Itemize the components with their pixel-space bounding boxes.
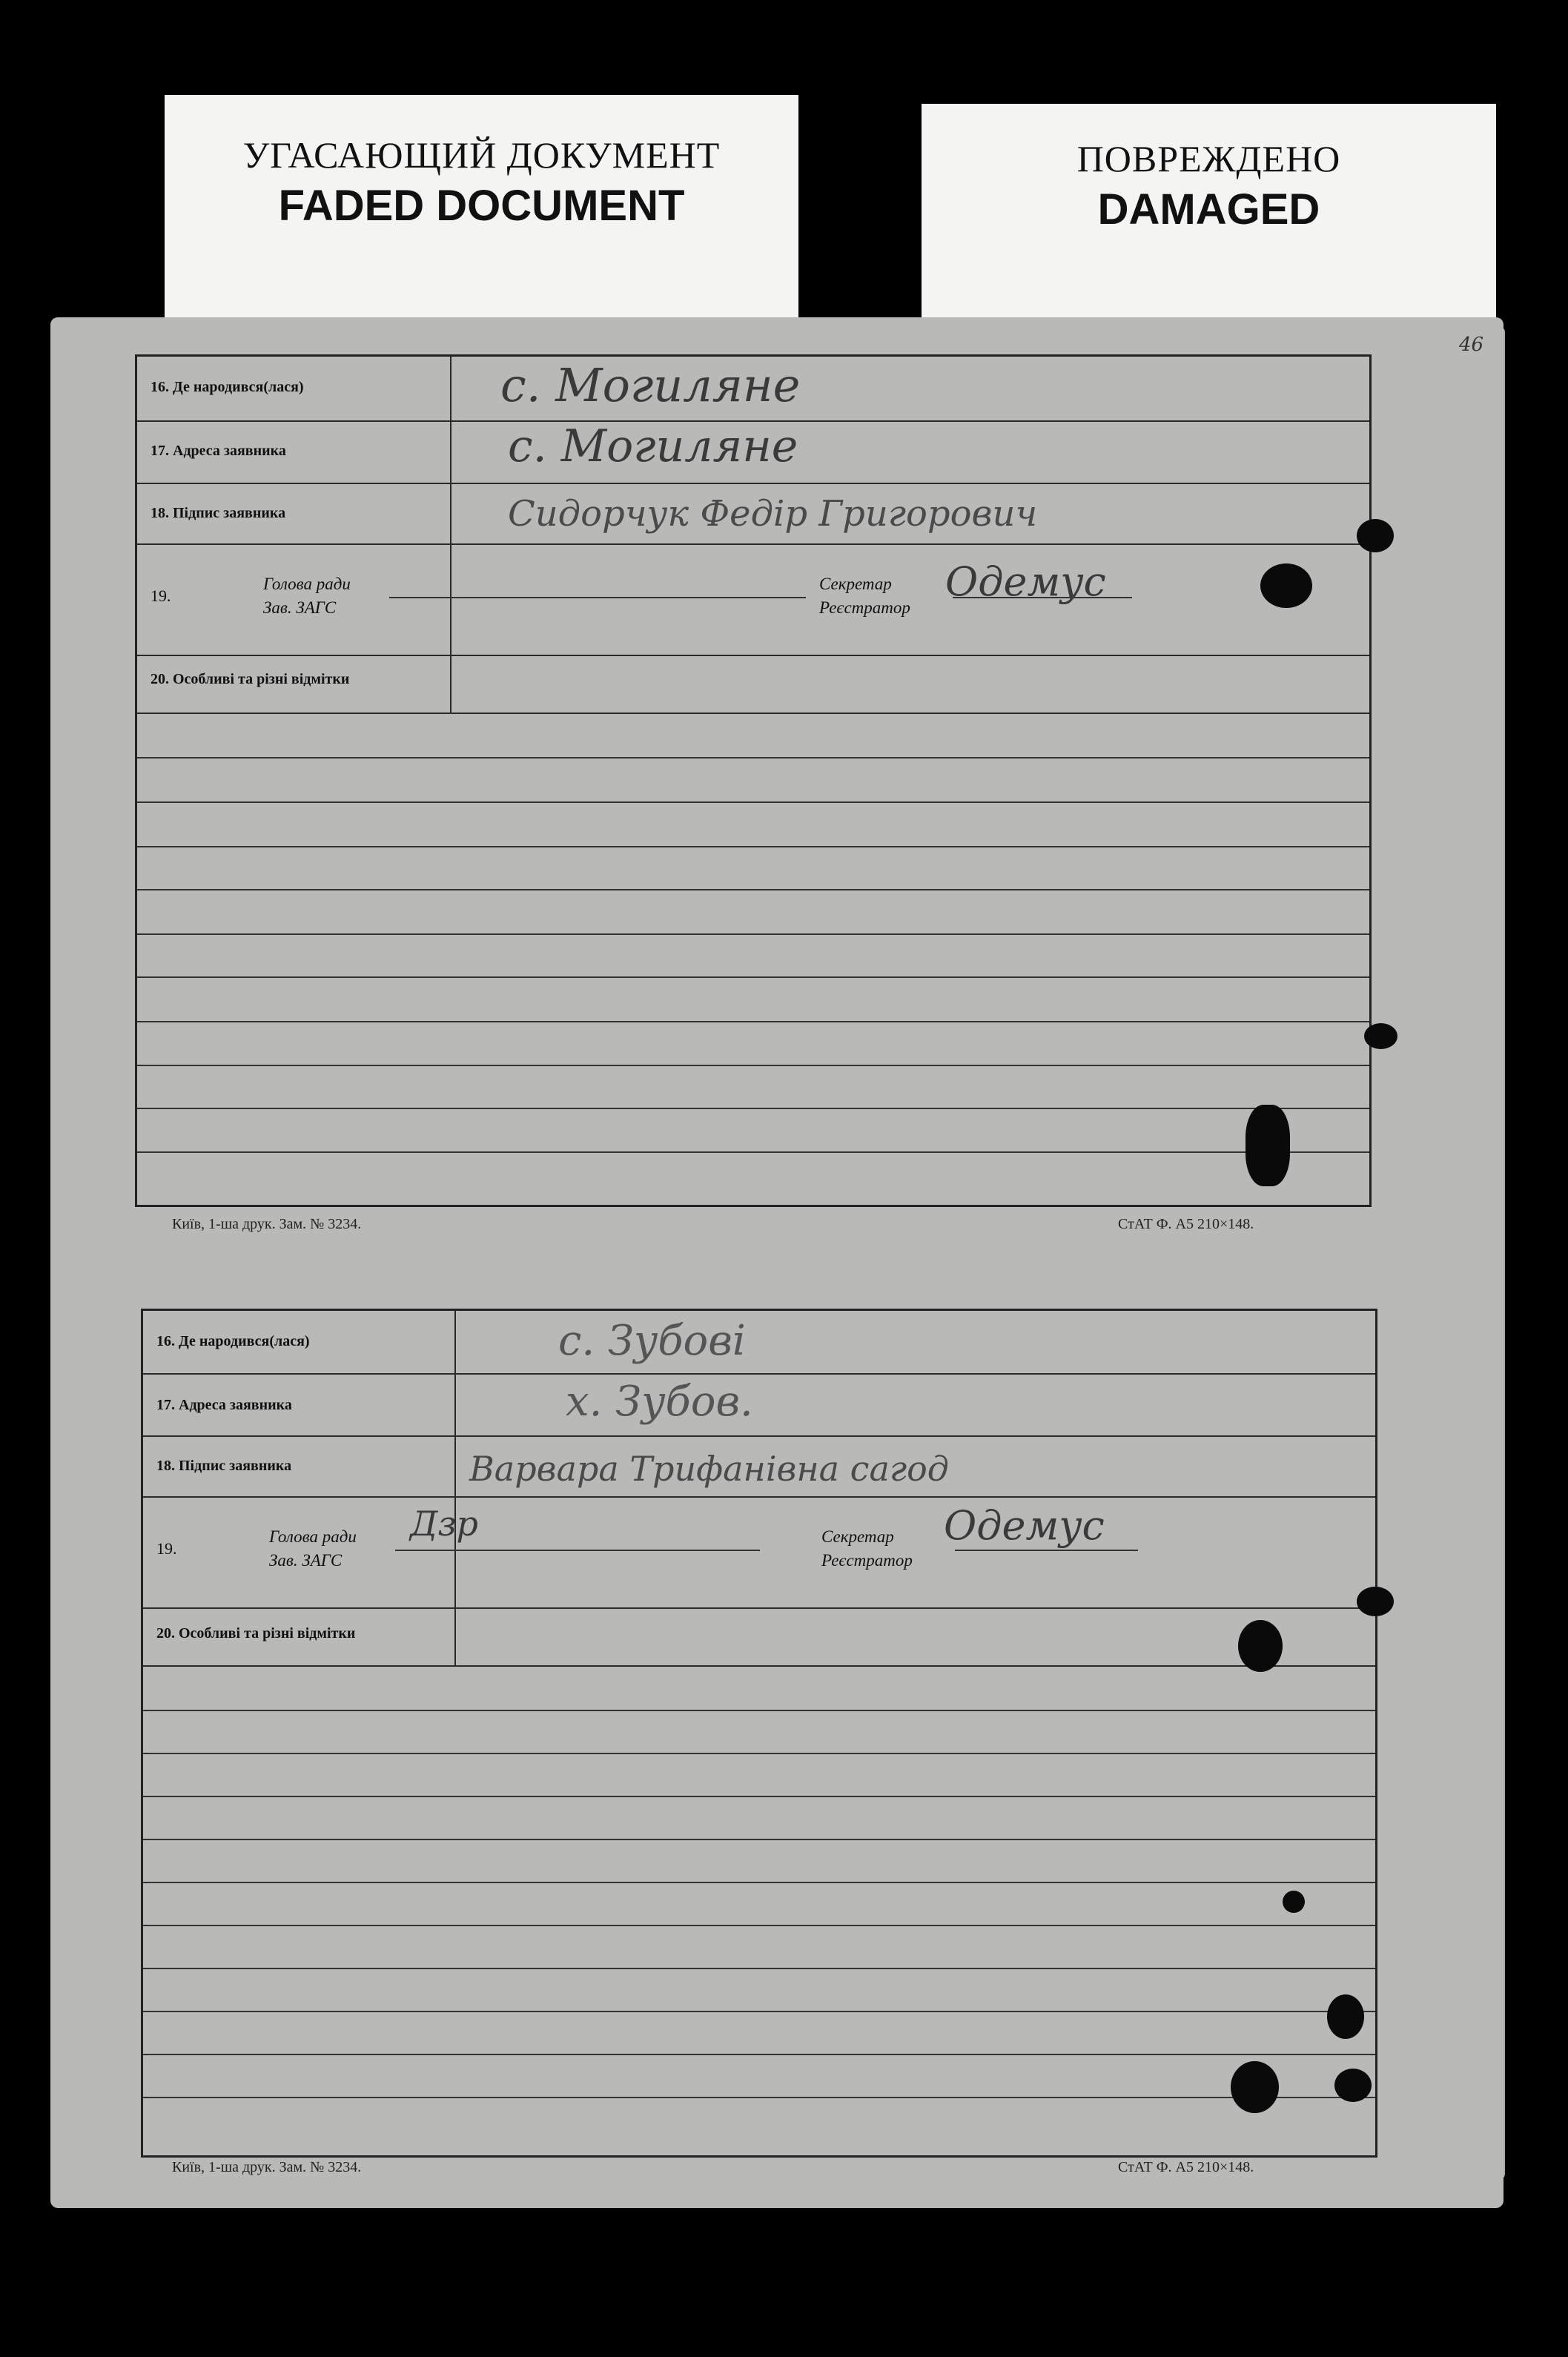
registrar-label: Реєстратор bbox=[821, 1551, 913, 1570]
row-birthplace bbox=[137, 357, 1369, 422]
footer-left-top: Київ, 1-ша друк. Зам. № 3234. bbox=[172, 1216, 362, 1232]
row-address bbox=[137, 420, 1369, 484]
secretary-label: Секретар bbox=[819, 575, 892, 593]
notes-label: 20. Особливі та різні відмітки bbox=[150, 671, 350, 687]
birthplace-label: 16. Де народився(лася) bbox=[150, 379, 304, 395]
birthplace-handwriting: с. Могиляне bbox=[500, 358, 801, 412]
address-handwriting: с. Могиляне bbox=[508, 420, 798, 472]
faded-document-label bbox=[165, 95, 798, 332]
birthplace-label: 16. Де народився(лася) bbox=[156, 1333, 310, 1349]
faded-label-en: FADED DOCUMENT bbox=[278, 182, 685, 230]
footer-right-top: СтАТ Ф. А5 210×148. bbox=[1118, 1216, 1254, 1232]
damage-hole bbox=[1364, 1023, 1397, 1049]
damage-hole bbox=[1327, 1994, 1364, 2039]
row19-label: 19. bbox=[156, 1539, 177, 1558]
row-signature bbox=[137, 483, 1369, 545]
signature-label: 18. Підпис заявника bbox=[150, 505, 286, 521]
registration-form-bottom bbox=[141, 1309, 1377, 2158]
faded-label-ru: УГАСАЮЩИЙ ДОКУМЕНТ bbox=[242, 134, 721, 176]
row19-label: 19. bbox=[150, 586, 171, 605]
damaged-document-label bbox=[922, 104, 1496, 334]
address-label: 17. Адреса заявника bbox=[156, 1397, 292, 1413]
birthplace-handwriting: с. Зубові bbox=[558, 1317, 746, 1365]
row-officials bbox=[143, 1496, 1375, 1609]
notes-label: 20. Особливі та різні відмітки bbox=[156, 1625, 356, 1642]
row-birthplace bbox=[143, 1311, 1375, 1375]
secretary-label: Секретар bbox=[821, 1527, 894, 1546]
head-label: Голова ради bbox=[263, 575, 351, 593]
damage-hole bbox=[1231, 2061, 1279, 2113]
damage-tear bbox=[1246, 1105, 1290, 1186]
damage-hole bbox=[1238, 1620, 1283, 1672]
registrar-signature: Одемус bbox=[944, 1502, 1105, 1549]
address-handwriting: х. Зубов. bbox=[566, 1378, 753, 1426]
registrar-signature: Одемус bbox=[945, 558, 1106, 605]
head-signature: Дзр bbox=[410, 1504, 478, 1544]
row-address bbox=[143, 1373, 1375, 1437]
damage-hole bbox=[1283, 1891, 1305, 1913]
footer-left-bottom: Київ, 1-ша друк. Зам. № 3234. bbox=[172, 2159, 362, 2175]
damage-hole bbox=[1334, 2069, 1372, 2102]
signature-label: 18. Підпис заявника bbox=[156, 1458, 292, 1474]
row-officials bbox=[137, 543, 1369, 656]
row-signature bbox=[143, 1435, 1375, 1498]
signature-handwriting: Варвара Трифанівна сагод bbox=[469, 1449, 949, 1489]
footer-right-bottom: СтАТ Ф. А5 210×148. bbox=[1118, 2159, 1254, 2175]
row-notes bbox=[137, 655, 1369, 714]
registrar-label: Реєстратор bbox=[819, 598, 910, 617]
page-number: 46 bbox=[1459, 334, 1484, 356]
zags-label: Зав. ЗАГС bbox=[269, 1551, 343, 1570]
damage-hole bbox=[1357, 519, 1394, 552]
signature-handwriting: Сидорчук Федір Григорович bbox=[508, 493, 1038, 535]
damage-hole bbox=[1260, 563, 1312, 608]
zags-label: Зав. ЗАГС bbox=[263, 598, 337, 617]
damaged-label-en: DAMAGED bbox=[1097, 185, 1320, 234]
damaged-label-ru: ПОВРЕЖДЕНО bbox=[1076, 138, 1341, 179]
address-label: 17. Адреса заявника bbox=[150, 443, 286, 459]
head-label: Голова ради bbox=[269, 1527, 357, 1546]
damage-hole bbox=[1357, 1587, 1394, 1616]
registration-form-top bbox=[135, 354, 1372, 1207]
row-notes bbox=[143, 1607, 1375, 1667]
